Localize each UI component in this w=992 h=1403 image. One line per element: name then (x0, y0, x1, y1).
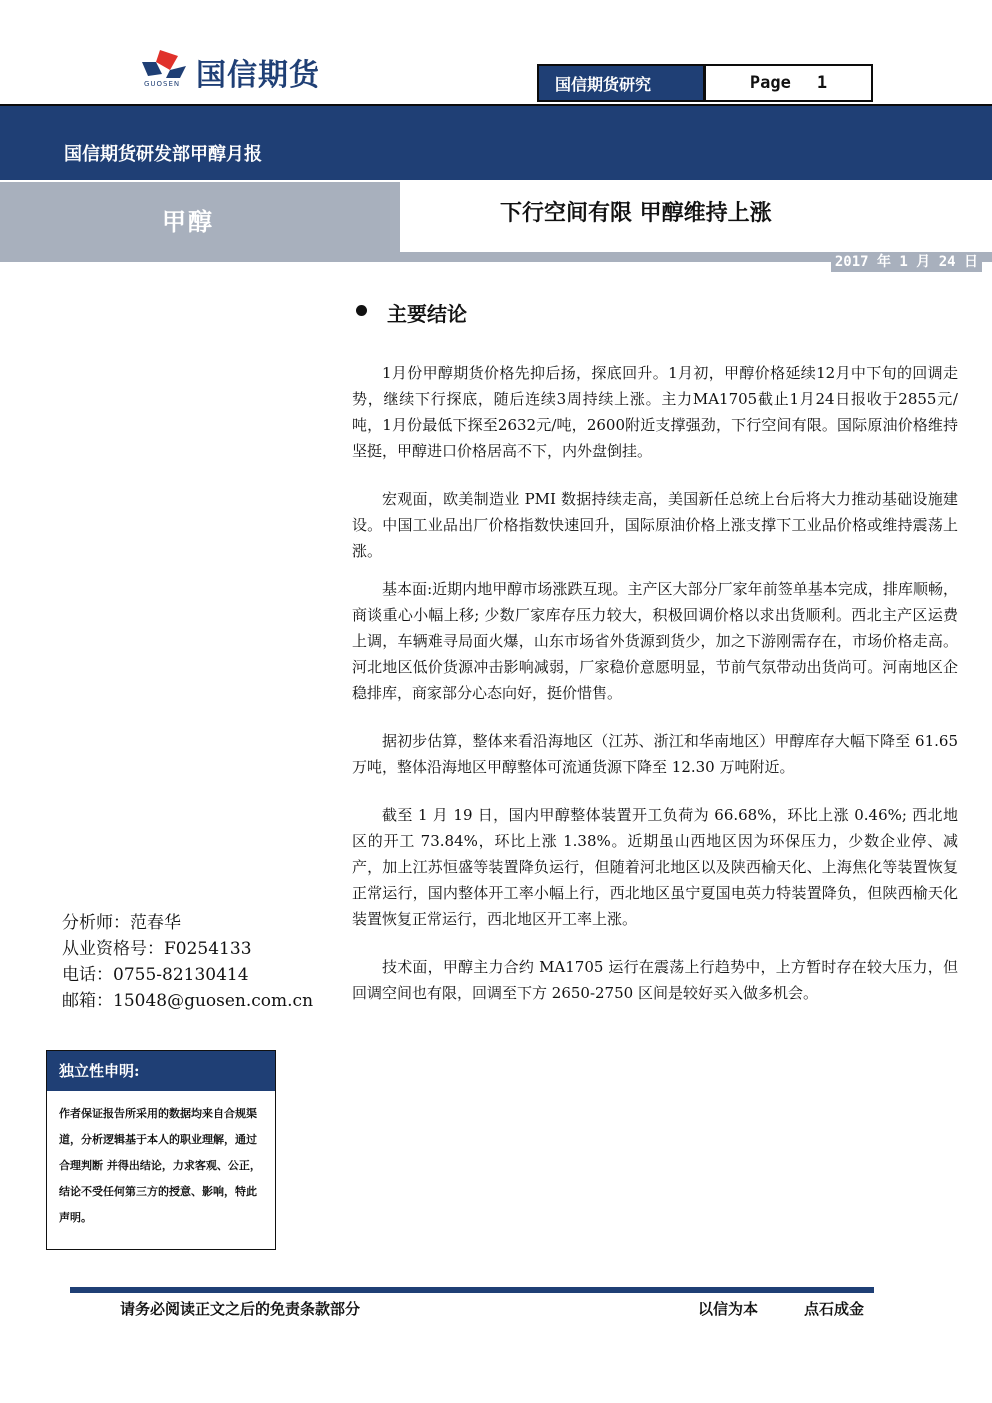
analyst-email[interactable]: 邮箱：15048@guosen.com.cn (62, 991, 314, 1011)
category-label: 甲醇 (162, 207, 214, 236)
page-indicator (706, 66, 871, 100)
analyst-phone: 电话：0755-82130414 (62, 965, 249, 985)
independence-declaration (46, 1050, 276, 1250)
main-body (352, 360, 958, 1028)
analyst-info (62, 910, 313, 1014)
logo-english-text: GUOSEN (144, 80, 181, 88)
company-logo (140, 48, 380, 96)
page-number: 1 (816, 73, 828, 93)
footer-divider (70, 1287, 874, 1293)
logo-name: 国信期货 (196, 58, 320, 93)
page-label: Page (749, 73, 791, 93)
research-tag: 国信期货研究 (539, 66, 706, 100)
footer-slogan-1: 以信为本 (698, 1300, 759, 1318)
analyst-name: 分析师：范春华 (62, 913, 181, 933)
paragraph-operating-rate: 截至 1 月 19 日，国内甲醇整体装置开工负荷为 66.68%，环比上涨 0.46%; 西北地区的开工 73.84%，环比上涨 1.38%。近期虽山西地区因为环保压力，少数企业停、减产，加上江苏恒盛等装置降负运行，但随着河北地区以及陕西榆天化、上海焦化等装置恢复正常运行，国内整体开工率小幅上行，西北地区虽宁夏国电英力特装置降负，但陕西榆天化装置恢复正常运行，西北地区开工率上涨。 (352, 806, 958, 928)
declaration-text: 作者保证报告所采用的数据均来自合规渠道，分析逻辑基于本人的职业理解，通过合理判断 并得出结论，力求客观、公正，结论不受任何第三方的授意、影响，特此声明。 (59, 1107, 261, 1224)
analyst-license: 从业资格号：F0254133 (62, 939, 252, 959)
paragraph-inventory: 据初步估算，整体来看沿海地区（江苏、浙江和华南地区）甲醇库存大幅下降至 61.65 万吨，整体沿海地区甲醇整体可流通货源下降至 12.30 万吨附近。 (352, 732, 958, 776)
footer-slogan-2: 点石成金 (804, 1300, 865, 1318)
paragraph-fundamentals: 基本面:近期内地甲醇市场涨跌互现。主产区大部分厂家年前签单基本完成，排库顺畅，商谈重心小幅上移; 少数厂家库存压力较大，积极回调价格以求出货顺利。西北主产区运费上调，车辆难寻局面火爆，山东市场省外货源到货少，加之下游刚需存在，市场价格走高。河北地区低价货源冲击影响减弱，厂家稳价意愿明显，节前气氛带动出货尚可。河南地区企稳排库，商家部分心态向好，挺价惜售。 (352, 580, 958, 702)
header-tag-box (537, 64, 873, 102)
bullet-icon (356, 305, 367, 316)
paragraph-overview: 1月份甲醇期货价格先抑后扬，探底回升。1月初，甲醇价格延续12月中下旬的回调走势，继续下行探底，随后连续3周持续上涨。主力MA1705截止1月24日报收于2855元/吨，1月份最低下探至2632元/吨，2600附近支撑强劲，下行空间有限。国际原油价格维持坚挺，甲醇进口价格居高不下，内外盘倒挂。 (352, 364, 958, 460)
declaration-title: 独立性申明: (47, 1051, 275, 1091)
report-date: 2017 年 1 月 24 日 (831, 252, 982, 272)
footer-notice: 请务必阅读正文之后的免责条款部分 (120, 1300, 361, 1318)
page-title: 下行空间有限 甲醇维持上涨 (500, 200, 772, 226)
report-series-title: 国信期货研发部甲醇月报 (64, 144, 262, 165)
paragraph-macro: 宏观面，欧美制造业 PMI 数据持续走高，美国新任总统上台后将大力推动基础设施建设。中国工业品出厂价格指数快速回升，国际原油价格上涨支撑下工业品价格或维持震荡上涨。 (352, 490, 958, 560)
paragraph-technical: 技术面，甲醇主力合约 MA1705 运行在震荡上行趋势中，上方暂时存在较大压力，但回调空间也有限，回调至下方 2650-2750 区间是较好买入做多机会。 (352, 958, 958, 1002)
section-title: 主要结论 (387, 302, 467, 326)
